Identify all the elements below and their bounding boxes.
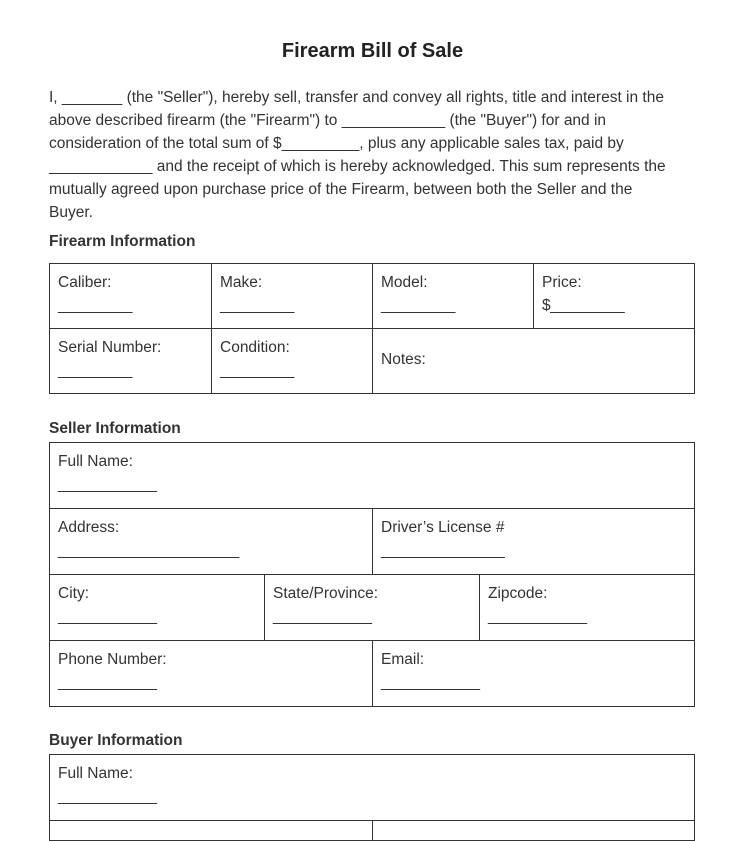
seller-email-field[interactable] — [373, 641, 694, 706]
serial-number-field[interactable] — [50, 329, 212, 393]
condition-label: Condition: — [220, 339, 290, 356]
intro-line: ____________ and the receipt of which is hereby acknowledged. This sum represents the — [49, 158, 666, 175]
make-blank: _________ — [220, 297, 294, 314]
notes-field[interactable] — [373, 329, 694, 393]
table-row — [49, 641, 695, 707]
table-row — [49, 754, 695, 821]
seller-state-field[interactable] — [265, 575, 480, 640]
buyer-full-name-blank: ____________ — [58, 788, 157, 805]
notes-label: Notes: — [381, 351, 426, 368]
condition-blank: _________ — [220, 362, 294, 379]
table-row — [49, 575, 695, 641]
seller-address-label: Address: — [58, 519, 120, 536]
seller-full-name-blank: ____________ — [58, 476, 157, 493]
firearm-info-heading: Firearm Information — [49, 233, 196, 250]
seller-phone-label: Phone Number: — [58, 651, 167, 668]
table-row — [49, 442, 695, 509]
intro-paragraph — [49, 86, 699, 224]
price-field[interactable] — [534, 264, 694, 328]
buyer-cell[interactable] — [373, 821, 694, 840]
intro-line: above described firearm (the "Firearm") to ____________ (the "Buyer") for and in — [49, 112, 607, 129]
seller-email-label: Email: — [381, 651, 425, 668]
seller-full-name-field[interactable] — [50, 443, 694, 508]
intro-line: Buyer. — [49, 204, 93, 221]
buyer-full-name-label: Full Name: — [58, 765, 133, 782]
seller-address-blank: ______________________ — [58, 542, 239, 559]
seller-zipcode-blank: ____________ — [488, 608, 587, 625]
price-blank: $_________ — [542, 297, 625, 314]
table-row — [49, 329, 695, 394]
seller-license-blank: _______________ — [381, 542, 505, 559]
seller-city-field[interactable] — [50, 575, 265, 640]
serial-number-label: Serial Number: — [58, 339, 162, 356]
seller-email-blank: ____________ — [381, 674, 480, 691]
intro-line: consideration of the total sum of $_________, plus any applicable sales tax, paid by — [49, 135, 624, 152]
intro-line: I, _______ (the "Seller"), hereby sell, transfer and convey all rights, title and interest in the — [49, 89, 664, 106]
seller-address-field[interactable] — [50, 509, 373, 574]
make-label: Make: — [220, 274, 263, 291]
model-field[interactable] — [373, 264, 534, 328]
seller-city-label: City: — [58, 585, 89, 602]
price-label: Price: — [542, 274, 582, 291]
seller-city-blank: ____________ — [58, 608, 157, 625]
seller-info-table — [49, 442, 695, 707]
buyer-cell[interactable] — [50, 821, 373, 840]
buyer-full-name-field[interactable] — [50, 755, 694, 820]
buyer-info-table — [49, 754, 695, 841]
seller-phone-blank: ____________ — [58, 674, 157, 691]
seller-info-heading: Seller Information — [49, 420, 181, 437]
seller-zipcode-field[interactable] — [480, 575, 694, 640]
table-row — [49, 821, 695, 841]
model-label: Model: — [381, 274, 428, 291]
condition-field[interactable] — [212, 329, 373, 393]
caliber-field[interactable] — [50, 264, 212, 328]
seller-license-label: Driver’s License # — [381, 519, 505, 536]
seller-phone-field[interactable] — [50, 641, 373, 706]
firearm-info-table — [49, 263, 695, 394]
table-row — [49, 509, 695, 575]
seller-state-label: State/Province: — [273, 585, 379, 602]
seller-license-field[interactable] — [373, 509, 694, 574]
table-row — [49, 263, 695, 329]
seller-state-blank: ____________ — [273, 608, 372, 625]
document-title: Firearm Bill of Sale — [281, 40, 464, 62]
serial-number-blank: _________ — [58, 362, 132, 379]
seller-full-name-label: Full Name: — [58, 453, 133, 470]
caliber-label: Caliber: — [58, 274, 112, 291]
intro-line: mutually agreed upon purchase price of the Firearm, between both the Seller and the — [49, 181, 633, 198]
model-blank: _________ — [381, 297, 455, 314]
make-field[interactable] — [212, 264, 373, 328]
buyer-info-heading: Buyer Information — [49, 732, 183, 749]
caliber-blank: _________ — [58, 297, 132, 314]
seller-zipcode-label: Zipcode: — [488, 585, 548, 602]
